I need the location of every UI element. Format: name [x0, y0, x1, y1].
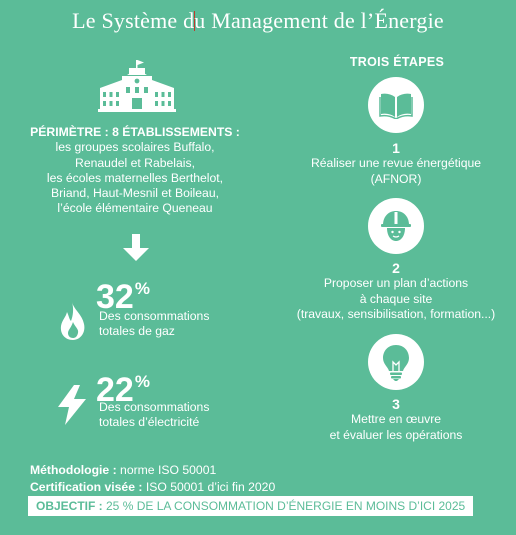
perimetre-section: [10, 125, 260, 217]
step-3-number: 3: [392, 396, 400, 412]
step-1-number: 1: [392, 140, 400, 156]
flame-icon: [58, 302, 88, 340]
stat-electricity-value: 22%: [96, 371, 150, 409]
objectif-banner: OBJECTIF : 25 % DE LA CONSOMMATION D’ÉNERGIE EN MOINS D’ICI 2025: [28, 496, 473, 516]
perimetre-line: l’école élémentaire Queneau: [57, 201, 213, 216]
lightbulb-icon: [381, 343, 411, 381]
title-part-1: Le Système d: [72, 8, 195, 33]
stat-gas-label: Des consommations totales de gaz: [99, 309, 210, 338]
step-1-text: Réaliser une revue énergétique (AFNOR): [310, 156, 482, 186]
perimetre-line: les groupes scolaires Buffalo,: [55, 140, 215, 155]
step-3-badge: [368, 334, 424, 390]
step-2-badge: [368, 198, 424, 254]
worker-helmet-icon: [378, 208, 414, 244]
stat-gas-value: 32%: [96, 278, 150, 316]
perimetre-line: les écoles maternelles Berthelot,: [46, 170, 224, 185]
book-icon: [379, 91, 413, 119]
methodologie-line: Méthodologie : norme ISO 50001: [30, 463, 217, 477]
page-title: [0, 8, 516, 34]
perimetre-line: Renaudel et Rabelais,: [75, 155, 195, 170]
step-1-badge: [368, 77, 424, 133]
arrow-down-icon: [122, 234, 150, 262]
stat-electricity-label: Des consommations totales d’électricité: [99, 400, 210, 429]
perimetre-line: Briand, Haut-Mesnil et Boileau,: [50, 186, 219, 201]
steps-heading: TROIS ÉTAPES: [349, 55, 445, 69]
step-2-text: Proposer un plan d’actions à chaque site (travaux, sensibilisation, formation...): [296, 276, 496, 321]
perimetre-heading: PÉRIMÈTRE : 8 ÉTABLISSEMENTS :: [30, 125, 240, 139]
step-2-number: 2: [392, 260, 400, 276]
certification-line: Certification visée : ISO 50001 d’ici fin 2020: [30, 480, 276, 494]
lightning-icon: [56, 385, 88, 425]
title-part-2: u Management de l’Énergie: [194, 8, 444, 33]
school-building-icon: [98, 60, 176, 112]
step-3-text: Mettre en œuvre et évaluer les opérations: [329, 412, 463, 442]
